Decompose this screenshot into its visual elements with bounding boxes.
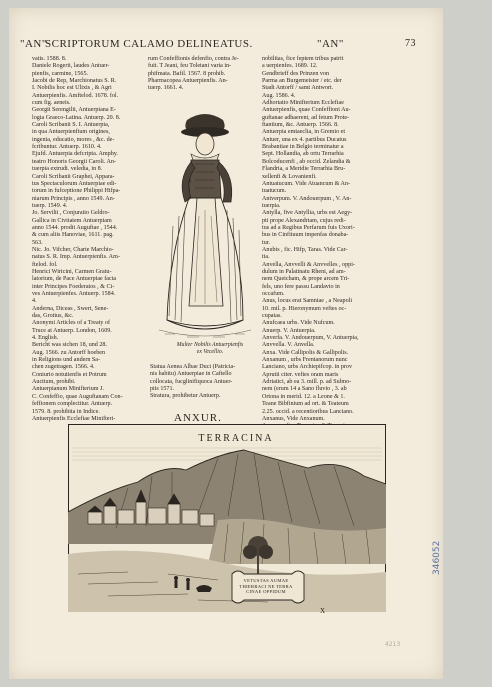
text-line: 1579. 8. prohibita in Indice.	[32, 408, 100, 415]
text-line: collocata, fucglinifiquoca Antuer-	[150, 378, 233, 385]
text-line: 4.	[32, 298, 37, 305]
text-line: Antuerpianum Minifterium J.	[32, 386, 104, 393]
middle-text-column-top	[148, 56, 260, 104]
text-line: cum fig. aeneis.	[32, 100, 71, 107]
text-line: Truce at Antuerp. London, 1609.	[32, 327, 112, 334]
inventory-number	[432, 563, 442, 575]
text-line: dulum in Palatinatu Rheni, ad am-	[262, 268, 346, 275]
text-line: Anvella, Anvvelli & Anvvelles , oppi-	[262, 261, 355, 268]
text-line: xellenfi & Lovanienfi.	[262, 173, 317, 180]
header-right: "AN"	[317, 38, 344, 50]
text-line: Parma an Burgemeister / etc. der	[262, 78, 342, 85]
text-line: 2.25. occid. a recentioribus Lanciano.	[262, 408, 354, 415]
text-line: Ortona in merid. 12. a Leone & 1.	[262, 393, 345, 400]
text-line: Auctium, prohibi.	[32, 379, 76, 386]
text-line: Stratura, prohibetur Antuerp.	[150, 393, 221, 400]
text-line: teatro Honoris Georgii Caroli. An-	[32, 158, 116, 165]
text-line: nis habitu) Antuerpiae in Caftello	[150, 371, 232, 378]
text-line: Anverfa. V. Andouerpum, V. Antuerpia,	[262, 335, 359, 342]
section-title: ANXUR.	[174, 412, 222, 424]
text-line: Brabantiae in Belgio terminatur a	[262, 144, 344, 151]
text-line: Anderna, Diceas , Swert, Sene-	[32, 305, 109, 312]
text-line: Antuerpienfis Ecclefiae Minifteri-	[32, 415, 116, 422]
header-title: SCRIPTORUM CALAMO DELINEATUS.	[45, 38, 253, 50]
plate-title: TERRACINA	[198, 433, 274, 444]
text-line: I. Nobilis hoc est Ulixis , & Agri	[32, 85, 112, 92]
text-line: Bericht was sichen 18, und 28.	[32, 342, 107, 349]
text-line: Georgii Serengilii, Antuerpiana E-	[32, 107, 116, 114]
text-line: pienfis, carmine, 1565.	[32, 70, 89, 77]
text-line: Anonymi Articles of a Treaty of	[32, 320, 111, 327]
text-line: tuerpia extrudi. veledia, in 8.	[32, 166, 103, 173]
caption-line: ex Vecellio.	[196, 349, 224, 355]
text-line: feffionem complectitur. Antuerp.	[32, 401, 113, 408]
text-line: Nic. Jo. Vifcher, Charte Marchio-	[32, 246, 114, 253]
text-line: chen zugetragen. 1566. 4.	[32, 364, 95, 371]
text-line: Antuerpienfis, quae Confeffioni Au-	[262, 107, 351, 114]
left-text-column	[32, 56, 148, 454]
text-line: Gendbrieff des Prinzen von	[262, 70, 330, 77]
text-line: Stadt Antorff / samt Antwort.	[262, 85, 334, 92]
text-line: tus Spectaculorum Antuerpiae edi-	[32, 180, 117, 187]
text-line: Flandria, a Meridie Terrarhia Bru-	[262, 166, 346, 173]
page-number: 73	[405, 38, 416, 49]
text-line: nem Queicham, & prope arcem Tri-	[262, 276, 350, 283]
text-line: ingenia, educatio, mores , &c. de-	[32, 136, 115, 143]
text-line: tuerp. 1549. 4.	[32, 202, 68, 209]
text-line: tus ad a Regibus Perfarum fuis Uxori-	[262, 224, 355, 231]
text-line: Caroli Scribanii Graphei, Appara-	[32, 173, 115, 180]
costume-woodcut-figure	[151, 106, 259, 342]
text-line: rum Confeffionis defenfio, contra Je-	[148, 56, 239, 62]
text-line: niarum Principis , anno 1549. An-	[32, 195, 115, 202]
text-line: Ejufd. Antuerpia defcripta. Amphy.	[32, 151, 118, 158]
text-line: 563.	[32, 239, 43, 246]
text-line: tuatucum.	[262, 188, 287, 195]
header-left: "AN"	[20, 38, 47, 50]
text-line: Lanciano, urbs Archiepifcop. in prov	[262, 364, 353, 371]
text-line: Statua Aenea Albae Duci (Patricia-	[150, 364, 236, 370]
text-line: Jo. Servilii , Conjuratio Geldro-	[32, 210, 110, 217]
cartouche-line: VETUSTAS AUMAE	[243, 578, 289, 583]
text-line: tuerpia.	[262, 202, 281, 209]
cartouche-line: THIERRACI NE TERRA	[239, 583, 293, 589]
text-line: nem (erum 14 a Sano fluvio , 3. ab	[262, 386, 347, 393]
figure-caption	[165, 342, 255, 360]
text-line: Anus, locus erat Samniae , a Neapoli	[262, 298, 353, 305]
text-line: latorium, de Pace Antuerpiae facta	[32, 276, 117, 283]
text-line: Pharmacopea Antuerpienfis. An-	[148, 78, 228, 85]
text-line: Gallica in Civitatem Antuerpiam	[32, 217, 112, 224]
right-text-column	[262, 56, 384, 422]
text-line: Anvvella. V. Anvella.	[262, 342, 315, 349]
text-line: tuerp. 1661. 4.	[148, 85, 184, 92]
text-line: torum in fufceptione Philippi Hifpa-	[32, 188, 121, 195]
pencil-note: 4213	[385, 641, 401, 648]
text-line: natus S. R. Imp. Antuerpienfis. Am-	[32, 254, 120, 261]
terracina-engraving	[68, 424, 386, 612]
text-line: tur.	[262, 239, 270, 246]
text-line: phifmata. Bafil. 1567. 8 prohib.	[148, 70, 226, 77]
text-line: bus in Cinfituum impenfas donaba-	[262, 232, 349, 239]
text-line: Caroli Scribanii S. I. Antuerpia,	[32, 122, 110, 129]
text-line: Antuatucum. Vide Atuancum & An-	[262, 180, 351, 187]
text-line: Anubis , fic. Hifp, Taras. Vide Car-	[262, 246, 348, 253]
text-line: Aprutii citer. veftes oram maris	[262, 371, 339, 378]
text-line: fuit. T Jeani, feu Toletani varia in-	[148, 63, 232, 70]
text-line: vatis. 1588. 8.	[32, 56, 67, 62]
text-line: Bolcoducenfi , ab occid. Zelandia &	[262, 158, 351, 165]
text-line: guftanae adhaerent, ad fetum Prote-	[262, 114, 350, 121]
text-line: Antylla, five Antyllia, urbs est Aegy-	[262, 210, 353, 217]
text-line: a uerpienfes. 1689. 12.	[262, 63, 318, 70]
plate-cartouche	[236, 578, 296, 600]
middle-text-column-bottom	[150, 364, 260, 400]
text-line: Antuerpienfis. Amftelod. 1678. fol.	[32, 92, 119, 99]
text-line: anno 1544. prodit Auguftae , 1544.	[32, 224, 118, 231]
text-line: Anuerp. V. Antuerpia.	[262, 327, 316, 334]
text-line: logia Graeco-Latina. Antuerp. 20. 8.	[32, 114, 121, 121]
text-line: Anufcaea urbs. Vide Nufcum.	[262, 320, 335, 327]
text-line: in qua Antuerpienfium origines,	[32, 129, 110, 136]
text-line: Jacobi de Rep, Marchionatus S. R.	[32, 78, 117, 85]
text-line: tia.	[262, 254, 270, 261]
text-line: pti prope Alexandriam, cujus redi-	[262, 217, 346, 224]
text-line: occafum.	[262, 291, 285, 297]
text-line: 10. mil. p. Hieronymum veftes oc-	[262, 305, 347, 312]
text-line: ftelod. fol.	[32, 261, 58, 268]
text-line: 4. English.	[32, 335, 59, 342]
text-line: Aug. 1566. zu Antorff hoeben	[32, 349, 105, 356]
text-line: Henrici Wiricini, Carmen Gratu-	[32, 268, 112, 275]
inventory-stamp	[432, 503, 492, 515]
signature-mark: X	[320, 607, 326, 615]
text-line: cupatas.	[262, 313, 282, 320]
text-line: Adhortatio Minifterium Ecclefiae	[262, 100, 344, 107]
cartouche-line: CINAE OPPIDUM	[246, 589, 286, 595]
text-line: inter Principes Foederatos , & Ci-	[32, 283, 115, 290]
text-line: fcribuntur. Antuerp. 1610. 4.	[32, 144, 102, 151]
text-line: Antuerpia emtaeclia, in Gremio et	[262, 129, 346, 136]
caption-line: Mulier Nobilis Antuerpienfis	[176, 342, 244, 348]
text-line: Sept. Hollandia, ab ortu Terrarhia	[262, 151, 344, 158]
text-line: Coniurio notutienfis et Potrum	[32, 371, 107, 378]
text-line: C. Confeffio, quae Auguftanam Con-	[32, 393, 123, 400]
text-line: Antuer, una ex 4. partibus Ducatus	[262, 136, 347, 143]
text-line: piis 1571.	[150, 386, 175, 393]
text-line: Aug. 1586. 4.	[262, 92, 296, 99]
text-line: Anxanum , urbs Frentanorum nunc	[262, 357, 348, 364]
text-line: nobilitas, fice feptem tribus patrit	[262, 56, 344, 62]
text-line: Daniele Rogerii, laudes Antuer-	[32, 63, 110, 70]
text-line: Antverpum. V. Andouerpum , V. An-	[262, 195, 352, 202]
text-line: Anxanus, Vide Anxanum.	[262, 415, 325, 422]
text-line: das, Grotius, &c.	[32, 313, 74, 320]
text-line: Anxa. Vide Callipolis & Gallipolis.	[262, 349, 349, 356]
text-line: Teane Bibfinium ad ort. & Teateum	[262, 401, 349, 408]
text-line: fels, uno fere passu Landavio in	[262, 283, 340, 290]
running-header	[20, 38, 424, 52]
text-line: & cum aliis Hanoviae, 1611. pag.	[32, 232, 114, 239]
text-line: ves Antuerpienfes. Antuerp. 1584.	[32, 291, 116, 297]
text-line: Adriatici, ab ea 3. mill. p. ad Sulmo-	[262, 379, 352, 386]
text-line: in Religions und andern Sa-	[32, 357, 101, 364]
text-line: ftantium, &c. Antuerp. 1566. 8.	[262, 122, 339, 129]
